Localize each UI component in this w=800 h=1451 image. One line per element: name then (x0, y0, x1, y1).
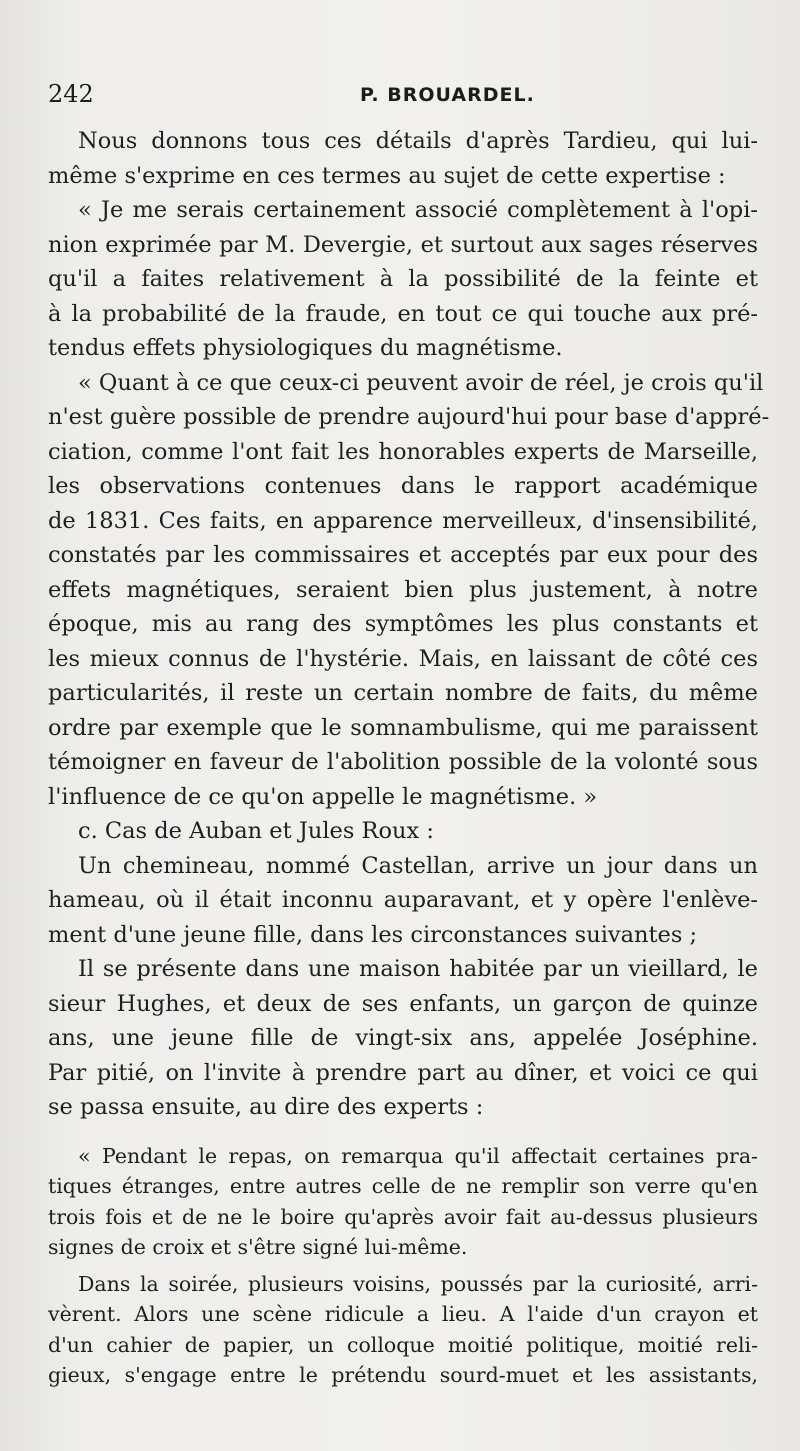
text-line: époque, mis au rang des symptômes les plus constants et (48, 611, 758, 637)
text-line: Nous donnons tous ces détails d'après Tardieu, qui lui- (78, 128, 758, 154)
text-line: sieur Hughes, et deux de ses enfants, un garçon de quinze (48, 990, 758, 1017)
body-text (48, 124, 770, 1391)
text-line: les mieux connus de l'hystérie. Mais, en laissant de côté ces (48, 645, 758, 672)
quote-paragraph-repas (48, 1141, 758, 1263)
text-line: nion exprimée par M. Devergie, et surtout aux sages réserves (48, 231, 758, 258)
expert-quote-block (48, 1141, 758, 1391)
paragraph-tardieu-quote-2 (48, 366, 770, 815)
text-line: ciation, comme l'ont fait les honorables experts de Marseille, (48, 438, 758, 465)
text-line: « Quant à ce que ceux-ci peuvent avoir de réel, je crois qu'il (78, 369, 764, 396)
text-line: les observations contenues dans le rapport académique (48, 473, 758, 499)
text-line: c. Cas de Auban et Jules Roux : (78, 818, 434, 844)
page-header (48, 80, 752, 114)
text-line: d'un cahier de papier, un colloque moitié politique, moitié reli- (48, 1332, 758, 1357)
text-line: trois fois et de ne le boire qu'après avoir fait au-dessus plusieurs (48, 1204, 758, 1229)
paragraph-castellan (48, 849, 758, 953)
text-line: hameau, où il était inconnu auparavant, et y opère l'enlève- (48, 887, 758, 913)
text-line: « Pendant le repas, on remarqua qu'il affectait certaines pra- (78, 1143, 758, 1168)
page-number: 242 (48, 80, 94, 108)
text-line: ordre par exemple que le somnambulisme, qui me paraissent (48, 714, 758, 741)
paragraph-tardieu-quote-1 (48, 193, 758, 366)
text-line: gieux, s'engage entre le prétendu sourd-muet et les assistants, (48, 1363, 758, 1387)
text-line: signes de croix et s'être signé lui-même. (48, 1235, 468, 1259)
text-line: à la probabilité de la fraude, en tout ce qui touche aux pré- (48, 300, 758, 327)
text-line: effets magnétiques, seraient bien plus justement, à notre (48, 576, 758, 603)
text-line: témoigner en faveur de l'abolition possible de la volonté sous (48, 749, 758, 775)
text-line: se passa ensuite, au dire des experts : (48, 1094, 484, 1120)
text-line: ment d'une jeune fille, dans les circonstances suivantes ; (48, 921, 698, 948)
text-line: particularités, il reste un certain nombre de faits, du même (48, 680, 758, 706)
text-line: de 1831. Ces faits, en apparence merveilleux, d'insensibilité, (48, 507, 758, 534)
quote-paragraph-soiree (48, 1269, 758, 1391)
text-line: vèrent. Alors une scène ridicule a lieu. A l'aide d'un crayon et (48, 1302, 758, 1326)
text-line: n'est guère possible de prendre aujourd'hui pour base d'appré- (48, 404, 770, 430)
paragraph-intro (48, 124, 758, 193)
section-heading-case-c (48, 814, 758, 849)
text-line: l'influence de ce qu'on appelle le magnétisme. » (48, 783, 598, 810)
spacer (48, 1125, 758, 1137)
text-line: Dans la soirée, plusieurs voisins, poussés par la curiosité, arri- (78, 1271, 758, 1296)
text-line: ans, une jeune fille de vingt-six ans, appelée Joséphine. (48, 1025, 758, 1051)
text-line: « Je me serais certainement associé complètement à l'opi- (78, 197, 758, 223)
running-head: P. BROUARDEL. (360, 84, 535, 106)
text-line: Par pitié, on l'invite à prendre part au dîner, et voici ce qui (48, 1059, 758, 1086)
text-line: qu'il a faites relativement à la possibilité de la feinte et (48, 266, 758, 292)
text-line: constatés par les commissaires et acceptés par eux pour des (48, 542, 758, 568)
text-line: tiques étranges, entre autres celle de ne remplir son verre qu'en (48, 1174, 758, 1198)
paragraph-hughes (48, 952, 758, 1125)
text-line: Un chemineau, nommé Castellan, arrive un jour dans un (78, 852, 758, 879)
text-line: même s'exprime en ces termes au sujet de cette expertise : (48, 162, 726, 189)
text-line: Il se présente dans une maison habitée par un vieillard, le (78, 956, 758, 982)
text-line: tendus effets physiologiques du magnétisme. (48, 335, 563, 361)
